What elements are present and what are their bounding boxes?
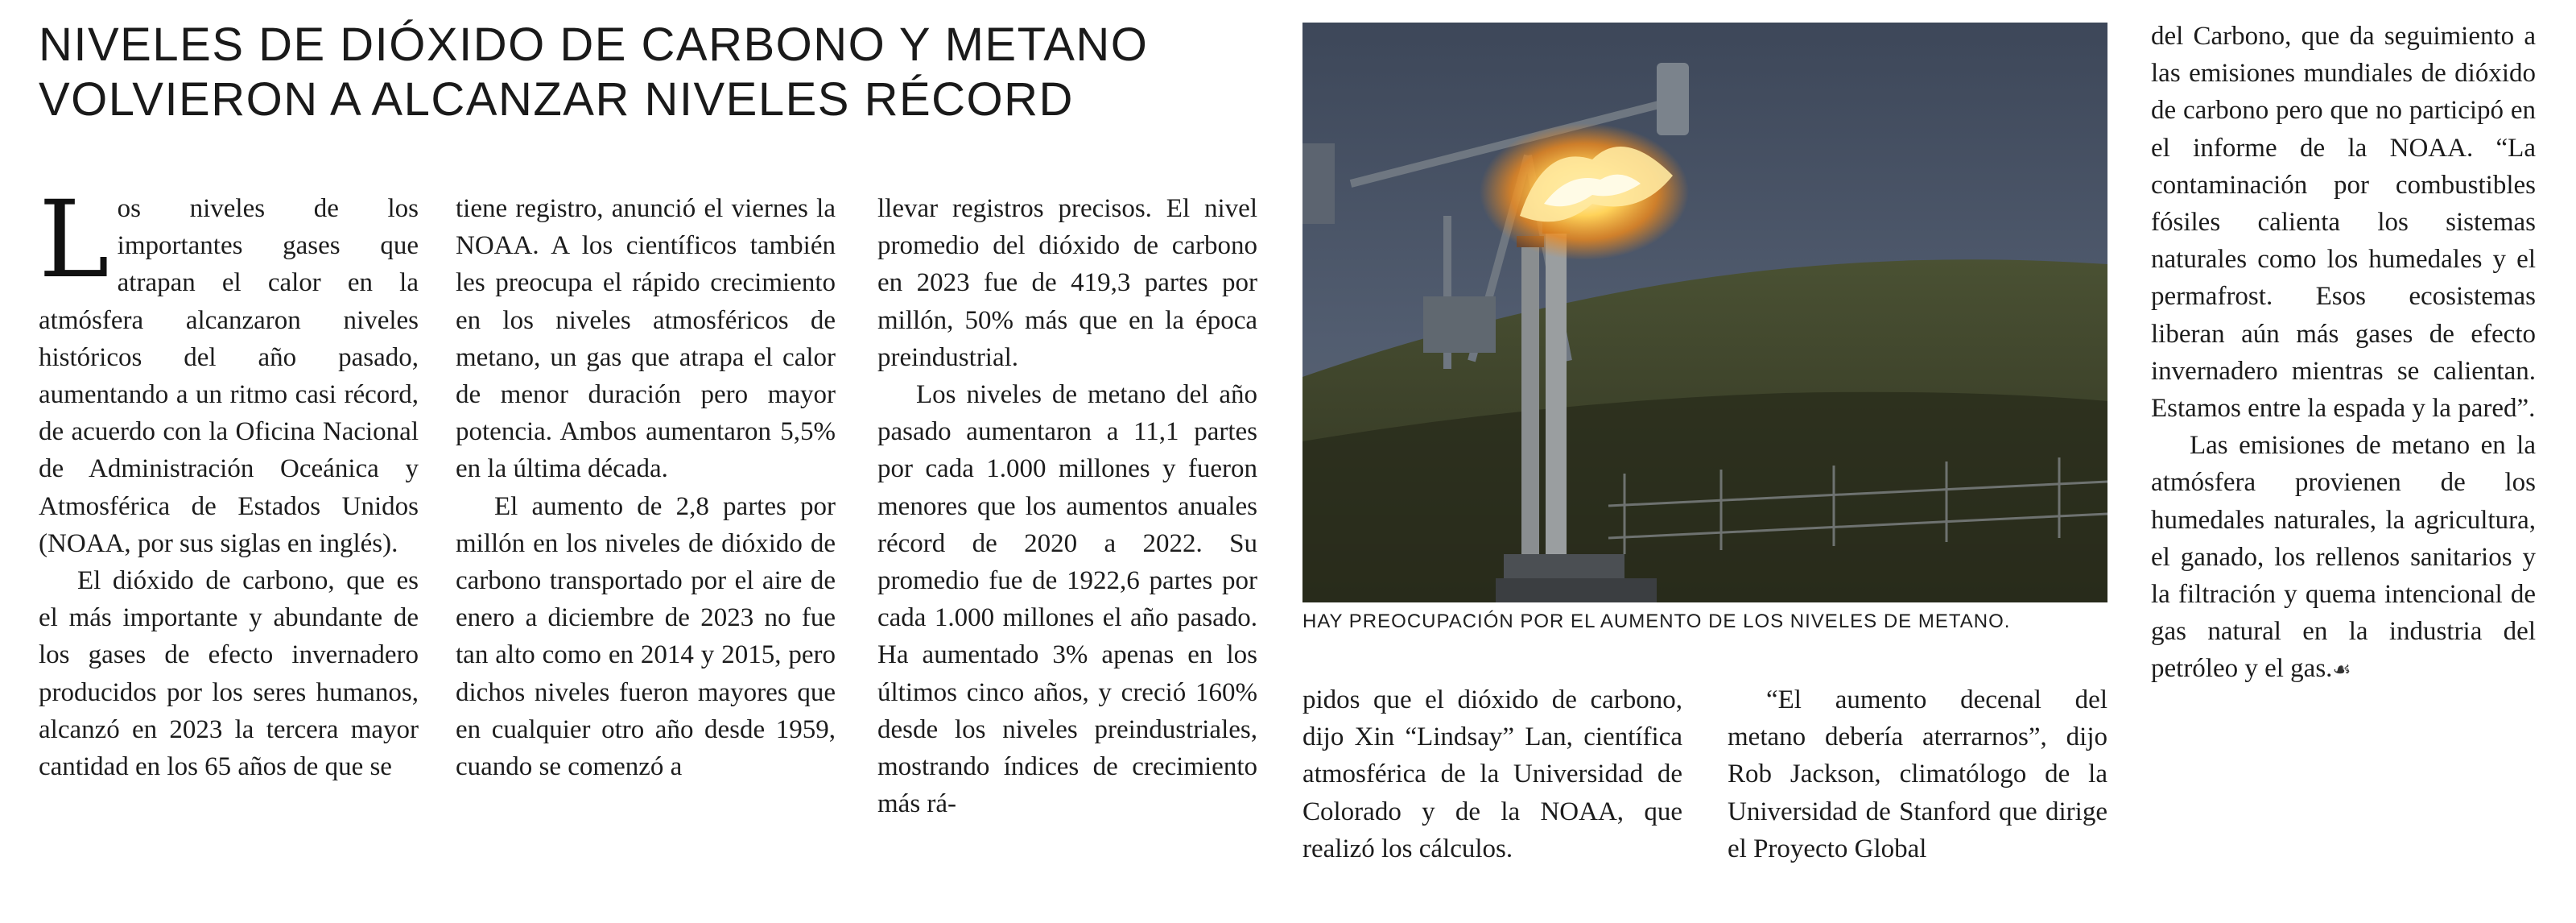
paragraph-10-text: Las emisiones de metano en la atmósfera provienen de los humedales naturales, la agricultura, el ganado, los rellenos sanitarios y la filtración y quema intencional de gas natural en la industria del petróleo y el gas. — [2151, 431, 2536, 684]
paragraph-3: tiene registro, anunció el viernes la NOAA. A los científicos también les preocupa el rápido crecimiento en los niveles atmosféricos de metano, un gas que atrapa el calor de menor duración pero mayor potencia. Ambos aumentaron 5,5% en la última década. — [456, 194, 836, 484]
end-mark-icon: ☙ — [2332, 658, 2351, 683]
paragraph-4: El aumento de 2,8 partes por millón en los niveles de dióxido de carbono transportado por el aire de enero a diciembre de 2023 no fue tan alto como en 2014 y 2015, pero dichos niveles fueron mayores que en cualquier otro año desde 1959, cuando se comenzó a — [456, 491, 836, 782]
text-column-3 — [877, 190, 1257, 822]
article-photo — [1302, 23, 2107, 602]
dropcap: L — [39, 178, 109, 302]
headline — [39, 18, 1278, 127]
paragraph-8: “El aumento decenal del metano debería aterrarnos”, dijo Rob Jackson, climatólogo de la Universidad de Stanford que dirige el Proyecto Global — [1728, 685, 2107, 863]
paragraph-9: del Carbono, que da seguimiento a las emisiones mundiales de dióxido de carbono pero que no participó en el informe de la NOAA. “La contaminación por combustibles fósiles calienta los sistemas naturales como los humedales y el permafrost. Esos ecosistemas liberan aún más gases de efecto invernadero mientras se calientan. Estamos entre la espada y la pared”. — [2151, 22, 2536, 424]
text-column-5 — [1728, 681, 2107, 867]
paragraph-10 — [2151, 427, 2536, 689]
text-column-4 — [1302, 681, 1682, 867]
paragraph-1 — [39, 178, 419, 562]
text-column-1 — [39, 178, 419, 785]
paragraph-2: El dióxido de carbono, que es el más importante y abundante de los gases de efecto invernadero producidos por los seres humanos, alcanzó en 2023 la tercera mayor cantidad en los 65 años de que se — [39, 566, 419, 782]
headline-line-1: NIVELES DE DIÓXIDO DE CARBONO Y METANO — [39, 19, 1149, 71]
text-column-2 — [456, 190, 836, 785]
paragraph-5: llevar registros precisos. El nivel promedio del dióxido de carbono en 2023 fue de 419,3 partes por millón, 50% más que en la época preindustrial. — [877, 194, 1257, 372]
oil-pump-flare-illustration — [1302, 23, 2107, 602]
paragraph-1-text: os niveles de los importantes gases que atrapan el calor en la atmósfera alcanzaron niveles históricos del año pasado, aumentando a un ritmo casi récord, de acuerdo con la Oficina Nacional de Administración Oceánica y Atmosférica de Estados Unidos (NOAA, por sus siglas en inglés). — [39, 194, 419, 558]
paragraph-6: Los niveles de metano del año pasado aumentaron a 11,1 partes por cada 1.000 millones y fueron menores que los aumentos anuales récord de 2020 a 2022. Su promedio fue de 1922,6 partes por cada 1.000 millones el año pasado. Ha aumentado 3% apenas en los últimos cinco años, y creció 160% desde los niveles preindustriales, mostrando índices de crecimiento más rá- — [877, 380, 1257, 819]
paragraph-7: pidos que el dióxido de carbono, dijo Xin “Lindsay” Lan, científica atmosférica de la Universidad de Colorado y de la NOAA, que realizó los cálculos. — [1302, 685, 1682, 863]
photo-caption: HAY PREOCUPACIÓN POR EL AUMENTO DE LOS NIVELES DE METANO. — [1302, 611, 2011, 632]
text-column-6 — [2151, 18, 2536, 689]
headline-line-2: VOLVIERON A ALCANZAR NIVELES RÉCORD — [39, 73, 1074, 126]
